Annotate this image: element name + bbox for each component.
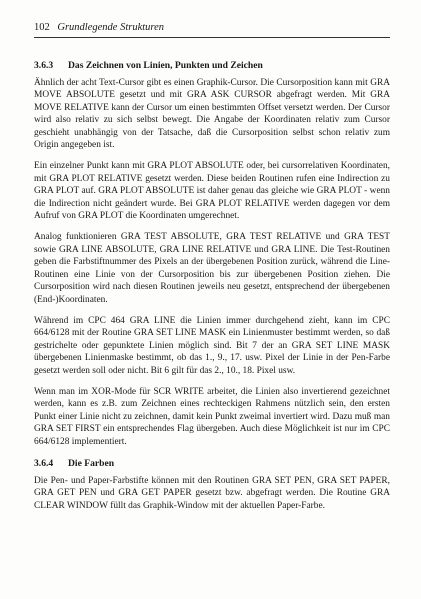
section-number: 3.6.4 (34, 457, 54, 469)
paragraph-graphics-cursor: Ähnlich der acht Text-Cursor gibt es einen Graphik-Cursor. Die Cursorposition kann mit GRA MOVE ABSOLUTE gesetzt und mit GRA ASK CURSOR abgefragt werden. Mit GRA MOVE RELATIVE kann der Cursor um einen bestimmten Offset versetzt werden. Der Cursor wird also relativ zu sich selbst bewegt. Die Angabe der Koordinaten relativ zum Cursor geschieht unabhängig von der Tatsache, daß die Cursorposition selbst schon relativ zum Origin angegeben ist. (34, 78, 390, 151)
section-heading-3-6-3 (34, 60, 390, 72)
paragraph-plot: Ein einzelner Punkt kann mit GRA PLOT ABSOLUTE oder, bei cursorrelativen Koordinaten, mit GRA PLOT RELATIVE gesetzt werden. Diese beiden Routinen rufen eine Indirection zu GRA PLOT auf. GRA PLOT ABSOLUTE ist daher genau das gleiche wie GRA PLOT - wenn die Indirection nicht geändert wurde. Bei GRA PLOT RELATIVE werden dagegen vor dem Aufruf von GRA PLOT die Koordinaten umgerechnet. (34, 161, 390, 222)
page-body (34, 50, 390, 521)
page-number: 102 (34, 22, 50, 33)
paragraph-line-mask: Während im CPC 464 GRA LINE die Linien immer durchgehend zieht, kann im CPC 664/6128 mit der Routine GRA SET LINE MASK ein Linienmuster bestimmt werden, so daß gestrichelte oder gepunktete Linien möglich sind. Bit 7 der an GRA SET LINE MASK übergebenen Linienmaske bestimmt, ob das 1., 9., 17. usw. Pixel der Linie in der Pen-Farbe gesetzt werden soll oder nicht. Bit 6 gilt für das 2., 10., 18. Pixel usw. (34, 315, 390, 376)
paragraph-test-line: Analog funktionieren GRA TEST ABSOLUTE, GRA TEST RELATIVE und GRA TEST sowie GRA LINE ABSOLUTE, GRA LINE RELATIVE und GRA LINE. Die Test-Routinen geben die Farbstiftnummer des Pixels an der übergebenen Position zurück, während die Line-Routinen eine Linie von der Cursorposition bis zur übergebenen Position ziehen. Die Cursorposition wird nach diesen Routinen jeweils neu gesetzt, entsprechend der übergebenen (End-)Koordinaten. (34, 232, 390, 305)
paragraph-colors: Die Pen- und Paper-Farbstifte können mit den Routinen GRA SET PEN, GRA SET PAPER, GRA GET PEN und GRA GET PAPER gesetzt bzw. abgefragt werden. Die Routine GRA CLEAR WINDOW füllt das Graphik-Window mit der aktuellen Paper-Farbe. (34, 475, 390, 511)
section-title: Die Farben (68, 457, 115, 469)
running-header (34, 21, 390, 38)
running-title: Grundlegende Strukturen (57, 22, 165, 33)
section-title: Das Zeichnen von Linien, Punkten und Zeichen (68, 60, 263, 71)
section-number: 3.6.3 (34, 60, 54, 71)
section-heading-3-6-4 (34, 458, 390, 470)
paragraph-xor-mode: Wenn man im XOR-Mode für SCR WRITE arbeitet, die Linien also invertierend gezeichnet werden, kann es z.B. zum Zeichnen eines rechteckigen Rahmens nützlich sein, den ersten Punkt einer Linie nicht zu zeichnen, damit kein Punkt zweimal invertiert wird. Dazu muß man GRA SET FIRST ein entsprechendes Flag übergeben. Auch diese Möglichkeit ist nur im CPC 664/6128 implementiert. (34, 386, 390, 447)
